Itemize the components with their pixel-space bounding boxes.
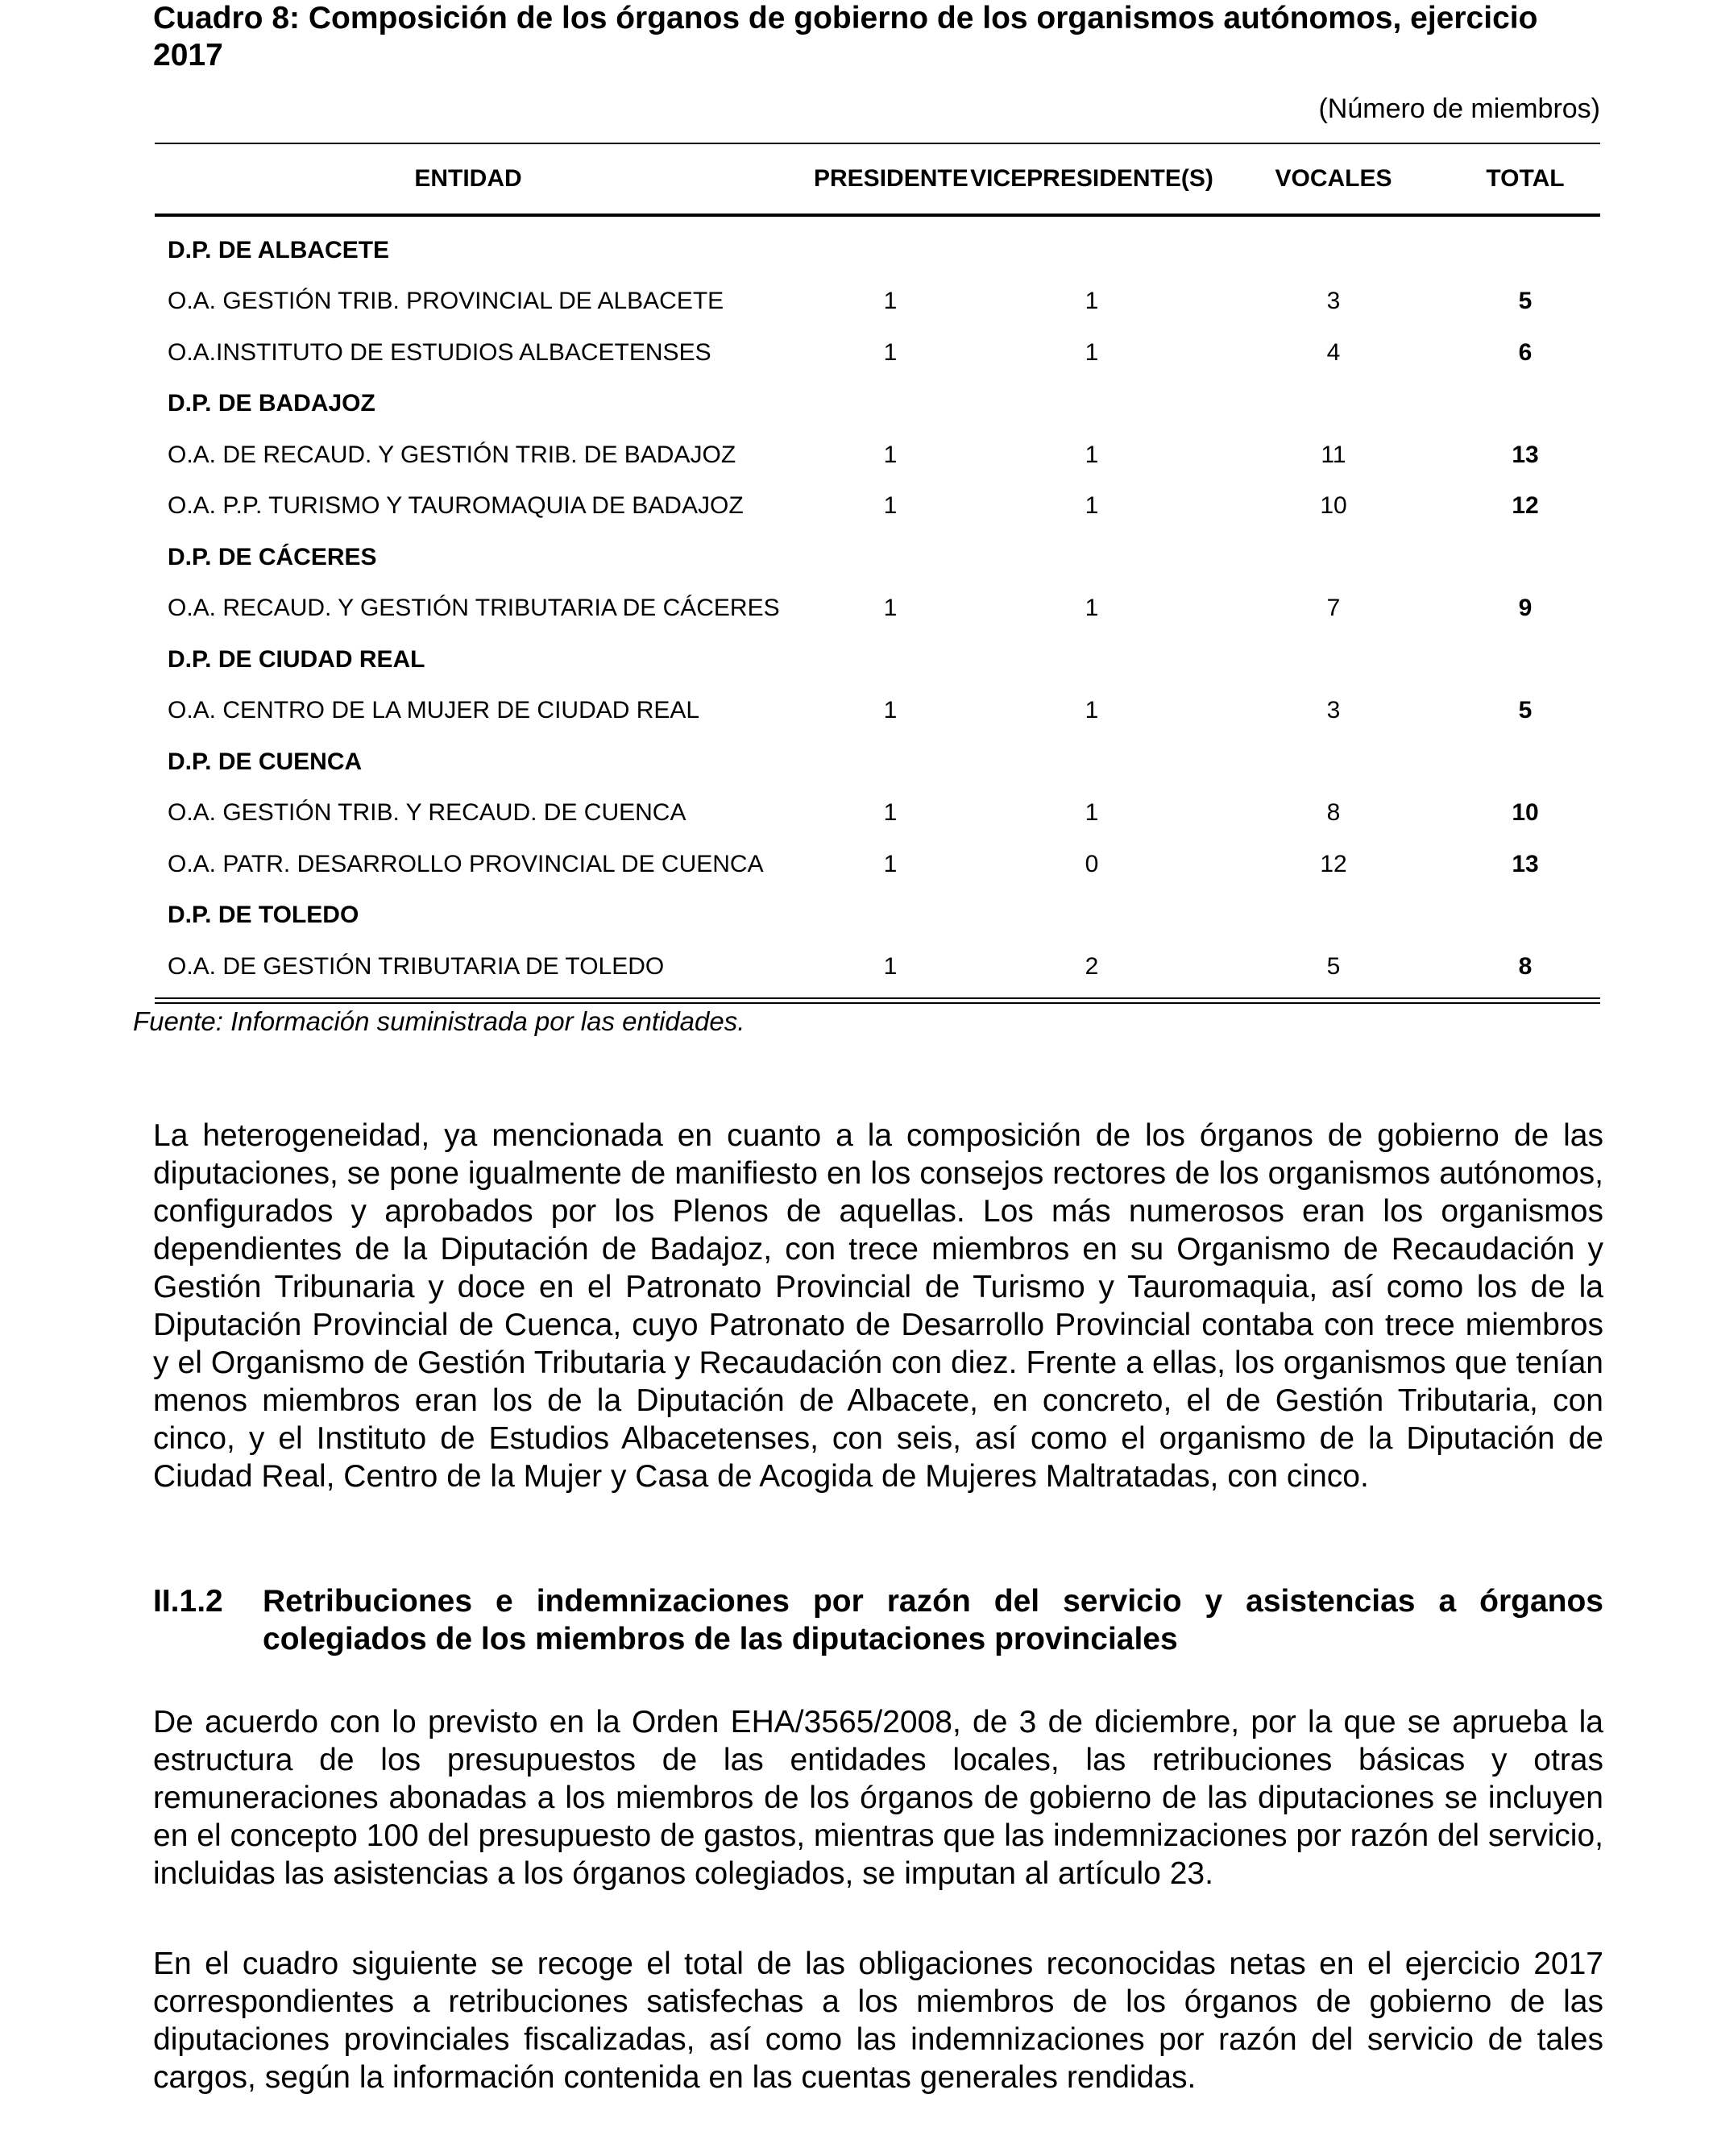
cell-entidad: O.A. PATR. DESARROLLO PROVINCIAL DE CUENCA <box>168 850 764 877</box>
cell-entidad: O.A. DE RECAUD. Y GESTIÓN TRIB. DE BADAJOZ <box>168 441 736 468</box>
cell-presidente: 1 <box>883 697 898 724</box>
section-number: II.1.2 <box>153 1584 223 1619</box>
cell-presidente: 1 <box>883 492 898 520</box>
cell-vicepresidente: 2 <box>1085 952 1099 980</box>
cell-vocales: 12 <box>1320 850 1347 877</box>
header-total: TOTAL <box>1486 165 1565 192</box>
table-body <box>155 217 1600 993</box>
table-group-row <box>155 225 1600 276</box>
cell-entidad: D.P. DE CÁCERES <box>168 543 377 570</box>
cell-entidad: D.P. DE CUENCA <box>168 748 363 775</box>
cell-presidente: 1 <box>883 338 898 366</box>
section-title: Retribuciones e indemnizaciones por razón del servicio y asistencias a órganos colegiados de los miembros de las diputaciones provinciales <box>263 1584 1603 1656</box>
cell-vocales: 11 <box>1321 441 1346 468</box>
table-group-row <box>155 532 1600 583</box>
paragraph-heterogeneity: La heterogeneidad, ya mencionada en cuanto a la composición de los órganos de gobierno de las diputaciones, se pone igualmente de manifiesto en los consejos rectores de los organismos autónomos, configurados y aprobados por los Plenos de aquellas. Los más numerosos eran los organismos dependientes de la Diputación de Badajoz, con trece miembros en su Organismo de Recaudación y Gestión Tribunaria y doce en el Patronato Provincial de Turismo y Tauromaquia, así como los de la Diputación Provincial de Cuenca, cuyo Patronato de Desarrollo Provincial contaba con trece miembros y el Organismo de Gestión Tributaria y Recaudación con diez. Frente a ellas, los organismos que tenían menos miembros eran los de la Diputación de Albacete, en concreto, el de Gestión Tributaria, con cinco, y el Instituto de Estudios Albacetenses, con seis, así como el organismo de la Diputación de Ciudad Real, Centro de la Mujer y Casa de Acogida de Mujeres Maltratadas, con cinco. <box>153 1118 1603 1494</box>
table-bottom-rule <box>155 997 1600 1004</box>
table-units: (Número de miembros) <box>1318 93 1600 124</box>
cell-vicepresidente: 1 <box>1085 288 1099 315</box>
cell-total: 9 <box>1518 595 1533 622</box>
cell-total: 10 <box>1512 799 1539 827</box>
table-title: Cuadro 8: Composición de los órganos de gobierno de los organismos autónomos, ejercicio 2017 <box>153 1 1538 73</box>
table-row <box>155 327 1600 379</box>
cell-presidente: 1 <box>883 288 898 315</box>
cell-total: 13 <box>1512 441 1539 468</box>
table-header-row <box>155 144 1600 214</box>
cell-entidad: O.A. DE GESTIÓN TRIBUTARIA DE TOLEDO <box>168 952 665 980</box>
cell-vicepresidente: 1 <box>1085 338 1099 366</box>
paragraph-orden-eha: De acuerdo con lo previsto en la Orden EHA/3565/2008, de 3 de diciembre, por la que se aprueba la estructura de los presupuestos de las entidades locales, las retribuciones básicas y otras remuneraciones abonadas a los miembros de los órganos de gobierno de las diputaciones se incluyen en el concepto 100 del presupuesto de gastos, mientras que las indemnizaciones por razón del servicio, incluidas las asistencias a los órganos colegiados, se imputan al artículo 23. <box>153 1705 1603 1891</box>
cell-vicepresidente: 0 <box>1085 850 1099 877</box>
cell-entidad: D.P. DE BADAJOZ <box>168 390 375 417</box>
cell-vicepresidente: 1 <box>1085 799 1099 827</box>
cell-total: 8 <box>1518 952 1533 980</box>
cell-presidente: 1 <box>883 595 898 622</box>
cell-vicepresidente: 1 <box>1085 441 1099 468</box>
table-group-row <box>155 736 1600 788</box>
table-row <box>155 583 1600 635</box>
cell-presidente: 1 <box>883 441 898 468</box>
header-vicepresidente: VICEPRESIDENTE(S) <box>970 165 1213 192</box>
cell-presidente: 1 <box>883 799 898 827</box>
cell-entidad: O.A. GESTIÓN TRIB. PROVINCIAL DE ALBACETE <box>168 288 724 315</box>
cell-vocales: 8 <box>1326 799 1341 827</box>
cell-total: 6 <box>1518 338 1533 366</box>
cell-entidad: O.A.INSTITUTO DE ESTUDIOS ALBACETENSES <box>168 338 711 366</box>
cell-entidad: O.A. P.P. TURISMO Y TAUROMAQUIA DE BADAJOZ <box>168 492 744 520</box>
cell-vocales: 10 <box>1320 492 1347 520</box>
section-heading <box>153 1582 1603 1658</box>
table-group-row <box>155 634 1600 686</box>
paragraph-cuadro-siguiente: En el cuadro siguiente se recoge el total de las obligaciones reconocidas netas en el ejercicio 2017 correspondientes a retribuciones satisfechas a los miembros de los órganos de gobierno de las diputaciones provinciales fiscalizadas, así como las indemnizaciones por razón del servicio de tales cargos, según la información contenida en las cuentas generales rendidas. <box>153 1947 1603 2095</box>
cell-entidad: D.P. DE ALBACETE <box>168 236 390 263</box>
cell-entidad: O.A. RECAUD. Y GESTIÓN TRIBUTARIA DE CÁCERES <box>168 595 780 622</box>
cell-vocales: 7 <box>1326 595 1341 622</box>
table-row <box>155 276 1600 328</box>
cell-total: 5 <box>1518 288 1533 315</box>
cell-vicepresidente: 1 <box>1085 595 1099 622</box>
cell-total: 5 <box>1518 697 1533 724</box>
table-group-row <box>155 890 1600 942</box>
header-vocales: VOCALES <box>1275 165 1392 192</box>
table-row <box>155 481 1600 533</box>
table-row <box>155 839 1600 890</box>
cell-total: 13 <box>1512 850 1539 877</box>
cell-presidente: 1 <box>883 850 898 877</box>
table-row <box>155 788 1600 840</box>
cell-vicepresidente: 1 <box>1085 492 1099 520</box>
cell-vocales: 5 <box>1326 952 1341 980</box>
table-source: Fuente: Información suministrada por las entidades. <box>133 1006 745 1036</box>
header-entidad: ENTIDAD <box>414 165 522 192</box>
cell-total: 12 <box>1512 492 1539 520</box>
cell-vocales: 3 <box>1326 697 1341 724</box>
table-row <box>155 429 1600 481</box>
table-group-row <box>155 379 1600 430</box>
cell-vocales: 3 <box>1326 288 1341 315</box>
cell-entidad: D.P. DE CIUDAD REAL <box>168 645 425 673</box>
composition-table <box>155 143 1600 1004</box>
cell-vicepresidente: 1 <box>1085 697 1099 724</box>
header-presidente: PRESIDENTE <box>814 165 968 192</box>
cell-entidad: O.A. CENTRO DE LA MUJER DE CIUDAD REAL <box>168 697 700 724</box>
table-row <box>155 941 1600 993</box>
table-row <box>155 686 1600 737</box>
cell-presidente: 1 <box>883 952 898 980</box>
cell-entidad: D.P. DE TOLEDO <box>168 902 359 929</box>
cell-entidad: O.A. GESTIÓN TRIB. Y RECAUD. DE CUENCA <box>168 799 686 827</box>
cell-vocales: 4 <box>1326 338 1341 366</box>
